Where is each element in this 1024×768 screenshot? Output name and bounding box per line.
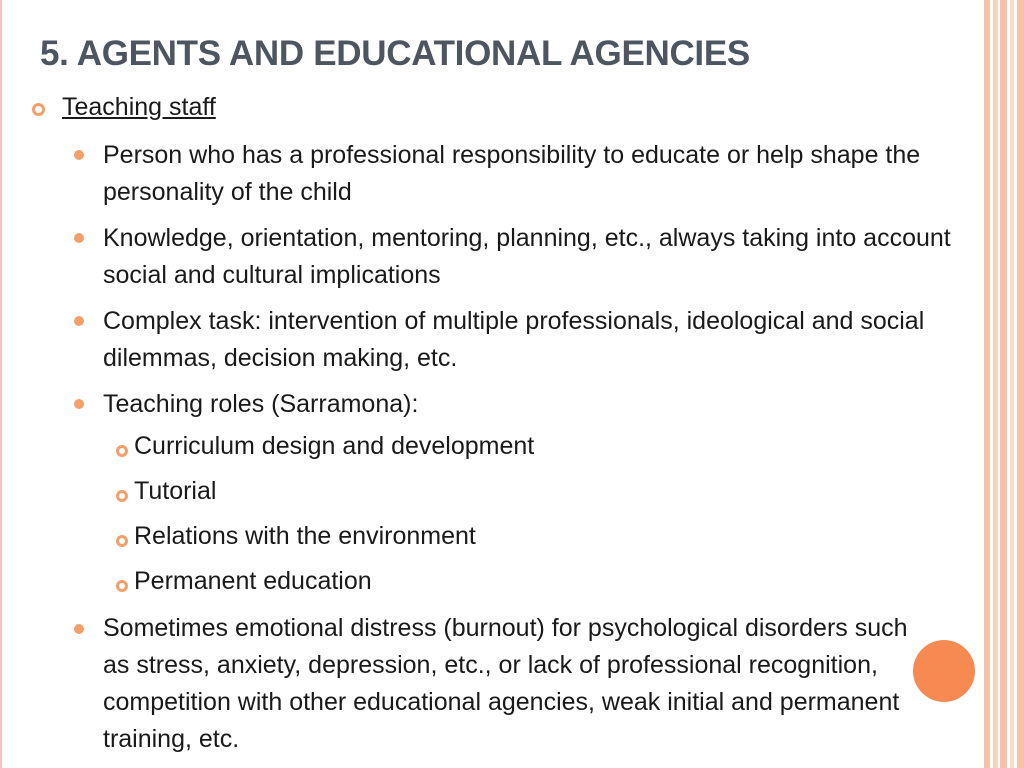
bullet-item: Teaching roles (Sarramona): (103, 390, 419, 418)
bullet-item: Complex task: intervention of multiple professionals, ideological and social dilemmas, decision making, etc. (103, 307, 925, 372)
dot-bullet-icon (74, 150, 84, 160)
sub-bullet-item: Relations with the environment (134, 522, 476, 550)
decorative-circle (913, 640, 975, 702)
sub-bullet-item: Permanent education (134, 567, 372, 595)
sub-bullet-item: Tutorial (134, 477, 217, 505)
decorative-stripes (984, 0, 1024, 768)
sub-bullet-item: Curriculum design and development (134, 432, 535, 460)
dot-bullet-icon (74, 399, 84, 409)
ring-bullet-icon (116, 490, 128, 502)
bullet-item: Knowledge, orientation, mentoring, planning, etc., always taking into account social and cultural implications (103, 224, 951, 289)
ring-bullet-icon (116, 445, 128, 457)
dot-bullet-icon (74, 233, 84, 243)
ring-bullet-icon (116, 535, 128, 547)
bullet-item: Person who has a professional responsibility to educate or help shape the personality of the child (103, 141, 921, 206)
slide-title: 5. AGENTS AND EDUCATIONAL AGENCIES (40, 34, 750, 73)
dot-bullet-icon (74, 316, 84, 326)
bullet-item: Sometimes emotional distress (burnout) for psychological disorders such as stress, anxiety, depression, etc., or lack of professional recognition, competition with other educational agencies, weak initial and permanent training, etc. (103, 614, 908, 753)
ring-bullet-icon (32, 103, 45, 116)
section-heading: Teaching staff (62, 93, 216, 121)
dot-bullet-icon (74, 624, 84, 634)
ring-bullet-icon (116, 580, 128, 592)
